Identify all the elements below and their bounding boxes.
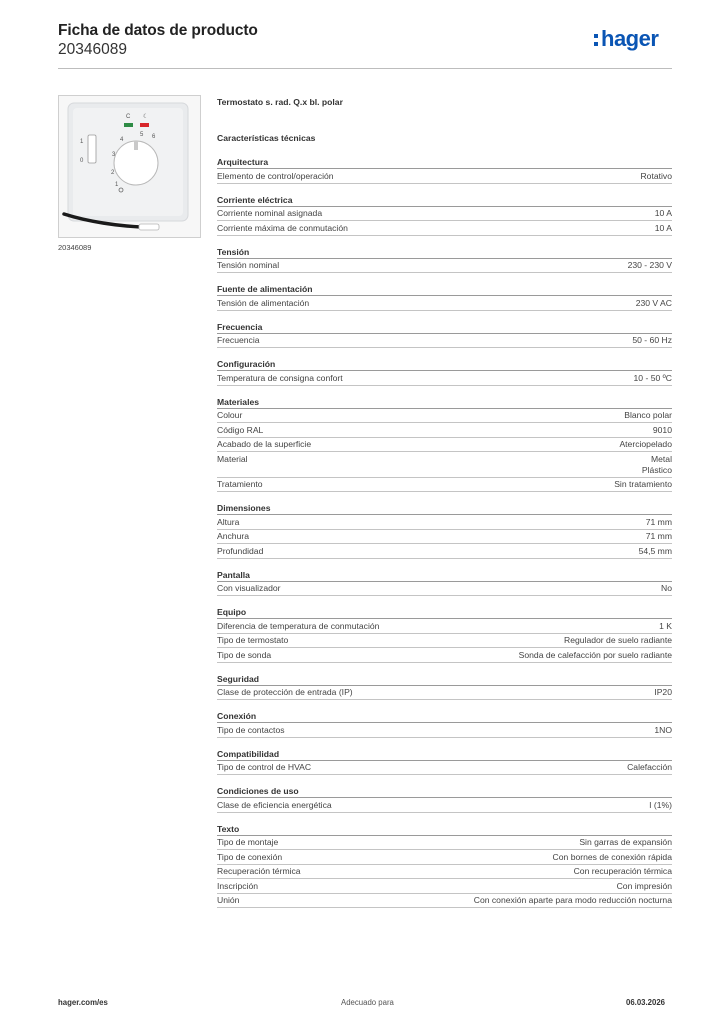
spec-label: Tipo de conexión: [217, 851, 283, 862]
spec-label: Tipo de termostato: [217, 635, 289, 645]
spec-group: [217, 397, 672, 493]
spec-value: 1NO: [654, 724, 672, 735]
spec-value: 71 mm: [645, 516, 672, 527]
spec-row: [217, 530, 672, 545]
spec-group: [217, 607, 672, 663]
spec-group: [217, 711, 672, 738]
spec-value: 54,5 mm: [638, 545, 672, 556]
spec-label: Clase de eficiencia energética: [217, 799, 332, 810]
spec-label: Unión: [217, 895, 240, 905]
spec-value: Metal Plástico: [641, 453, 672, 475]
document-header: [58, 22, 258, 59]
spec-label: Profundidad: [217, 545, 264, 556]
spec-row: [217, 452, 672, 478]
spec-row: [217, 169, 672, 184]
spec-value: Calefacción: [627, 762, 672, 772]
spec-label: Corriente nominal asignada: [217, 208, 323, 218]
spec-label: Anchura: [217, 531, 250, 541]
spec-value: 10 - 50 ºC: [633, 372, 672, 383]
spec-row: [217, 409, 672, 424]
switch-label-0: 0: [80, 158, 84, 164]
spec-group-title: Condiciones de uso: [217, 786, 672, 798]
spec-label: Material: [217, 453, 248, 464]
spec-row: [217, 619, 672, 634]
spec-label: Frecuencia: [217, 335, 260, 345]
spec-group: [217, 749, 672, 776]
dial-label: 5: [140, 132, 144, 138]
product-name: Termostato s. rad. Q.x bl. polar: [217, 97, 343, 107]
power-switch-icon: [88, 135, 96, 163]
spec-group: [217, 674, 672, 701]
spec-value: 10 A: [654, 222, 672, 233]
spec-value: 71 mm: [645, 531, 672, 541]
spec-label: Acabado de la superficie: [217, 439, 312, 449]
spec-group-title: Arquitectura: [217, 157, 672, 169]
spec-value: I (1%): [649, 799, 672, 810]
spec-row: [217, 478, 672, 493]
spec-label: Tipo de sonda: [217, 649, 272, 660]
spec-label: Tratamiento: [217, 479, 263, 489]
spec-group: [217, 322, 672, 349]
spec-label: Tipo de montaje: [217, 837, 279, 847]
spec-row: [217, 582, 672, 597]
spec-value: 230 - 230 V: [627, 260, 672, 270]
spec-row: [217, 423, 672, 438]
spec-group-title: Compatibilidad: [217, 749, 672, 761]
spec-group-title: Seguridad: [217, 674, 672, 686]
spec-value: 10 A: [654, 208, 672, 218]
spec-value: Regulador de suelo radiante: [564, 635, 672, 645]
spec-row: [217, 296, 672, 311]
spec-group-title: Conexión: [217, 711, 672, 723]
spec-label: Tensión de alimentación: [217, 297, 310, 308]
spec-label: Tipo de contactos: [217, 724, 285, 735]
spec-group: [217, 359, 672, 386]
spec-label: Con visualizador: [217, 583, 281, 593]
header-divider: [58, 68, 672, 69]
spec-row: [217, 371, 672, 386]
spec-group-title: Pantalla: [217, 570, 672, 582]
spec-row: [217, 879, 672, 894]
spec-group: [217, 570, 672, 597]
spec-row: [217, 836, 672, 851]
hager-logo[interactable]: [594, 28, 658, 50]
product-code: 20346089: [58, 41, 127, 58]
image-caption: 20346089: [58, 243, 92, 252]
spec-content: [217, 96, 672, 908]
product-image: [58, 95, 201, 238]
spec-label: Recuperación térmica: [217, 866, 301, 876]
spec-row: [217, 221, 672, 236]
spec-row: [217, 648, 672, 663]
spec-group: [217, 503, 672, 559]
spec-label: Altura: [217, 516, 240, 527]
spec-group-title: Configuración: [217, 359, 672, 371]
spec-row: [217, 686, 672, 701]
spec-value: IP20: [654, 687, 672, 697]
spec-group-title: Frecuencia: [217, 322, 672, 334]
spec-group: [217, 284, 672, 311]
spec-row: [217, 438, 672, 453]
dial-label: 3: [112, 152, 116, 158]
spec-group: [217, 247, 672, 274]
spec-group: [217, 824, 672, 909]
spec-row: [217, 798, 672, 813]
spec-group-title: Fuente de alimentación: [217, 284, 672, 296]
spec-label: Tensión nominal: [217, 260, 280, 270]
svg-text:C: C: [126, 114, 131, 120]
spec-row: [217, 515, 672, 530]
dial-label: 2: [111, 170, 115, 176]
spec-value: Sonda de calefacción por suelo radiante: [518, 649, 672, 660]
spec-value: Con recuperación térmica: [573, 866, 672, 876]
spec-group-title: Equipo: [217, 607, 672, 619]
footer-suitable-for: Adecuado para: [341, 998, 394, 1007]
spec-group-title: Tensión: [217, 247, 672, 259]
spec-label: Colour: [217, 410, 243, 420]
spec-row: [217, 207, 672, 222]
spec-label: Inscripción: [217, 880, 259, 891]
spec-row: [217, 850, 672, 865]
spec-value: Sin tratamiento: [614, 479, 672, 489]
spec-label: Código RAL: [217, 424, 264, 435]
spec-value: 50 - 60 Hz: [632, 335, 672, 345]
spec-label: Elemento de control/operación: [217, 170, 334, 181]
thermostat-illustration: [59, 96, 200, 237]
spec-value: Con conexión aparte para modo reducción nocturna: [473, 895, 672, 905]
spec-row: [217, 761, 672, 776]
logo-text: hager: [601, 26, 659, 51]
spec-row: [217, 865, 672, 880]
spec-label: Diferencia de temperatura de conmutación: [217, 620, 380, 631]
logo-colon-icon: [594, 28, 599, 50]
footer-date: 06.03.2026: [626, 998, 666, 1007]
spec-value: 9010: [652, 424, 672, 435]
svg-text:☾: ☾: [143, 114, 149, 120]
document-title: Ficha de datos de producto: [58, 22, 258, 39]
spec-group: [217, 195, 672, 236]
sensor-probe-icon: [139, 224, 159, 230]
spec-row: [217, 894, 672, 909]
spec-value: Blanco polar: [624, 410, 672, 420]
green-led-icon: [124, 123, 133, 127]
spec-value: 230 V AC: [635, 297, 672, 308]
dial-label: 4: [120, 137, 124, 143]
spec-group-title: Dimensiones: [217, 503, 672, 515]
spec-label: Temperatura de consigna confort: [217, 372, 343, 383]
red-led-icon: [140, 123, 149, 127]
spec-value: Aterciopelado: [619, 439, 672, 449]
spec-row: [217, 334, 672, 349]
spec-value: No: [661, 583, 672, 593]
spec-group: [217, 157, 672, 184]
spec-label: Tipo de control de HVAC: [217, 762, 312, 772]
spec-value: Con bornes de conexión rápida: [552, 851, 672, 862]
spec-value: Rotativo: [640, 170, 672, 181]
spec-value: 1 K: [659, 620, 672, 631]
spec-row: [217, 544, 672, 559]
footer-website[interactable]: hager.com/es: [58, 998, 108, 1007]
switch-label-1: 1: [80, 139, 84, 145]
dial-label: 6: [152, 134, 156, 140]
spec-group-title: Texto: [217, 824, 672, 836]
spec-label: Corriente máxima de conmutación: [217, 222, 348, 233]
section-title: Características técnicas: [217, 133, 316, 143]
spec-groups: [217, 157, 672, 908]
dial-label: 1: [115, 182, 119, 188]
spec-row: [217, 634, 672, 649]
spec-row: [217, 259, 672, 274]
spec-group: [217, 786, 672, 813]
spec-label: Clase de protección de entrada (IP): [217, 687, 353, 697]
spec-value: Sin garras de expansión: [579, 837, 672, 847]
spec-group-title: Materiales: [217, 397, 672, 409]
spec-group-title: Corriente eléctrica: [217, 195, 672, 207]
spec-value: Con impresión: [616, 880, 672, 891]
spec-row: [217, 723, 672, 738]
